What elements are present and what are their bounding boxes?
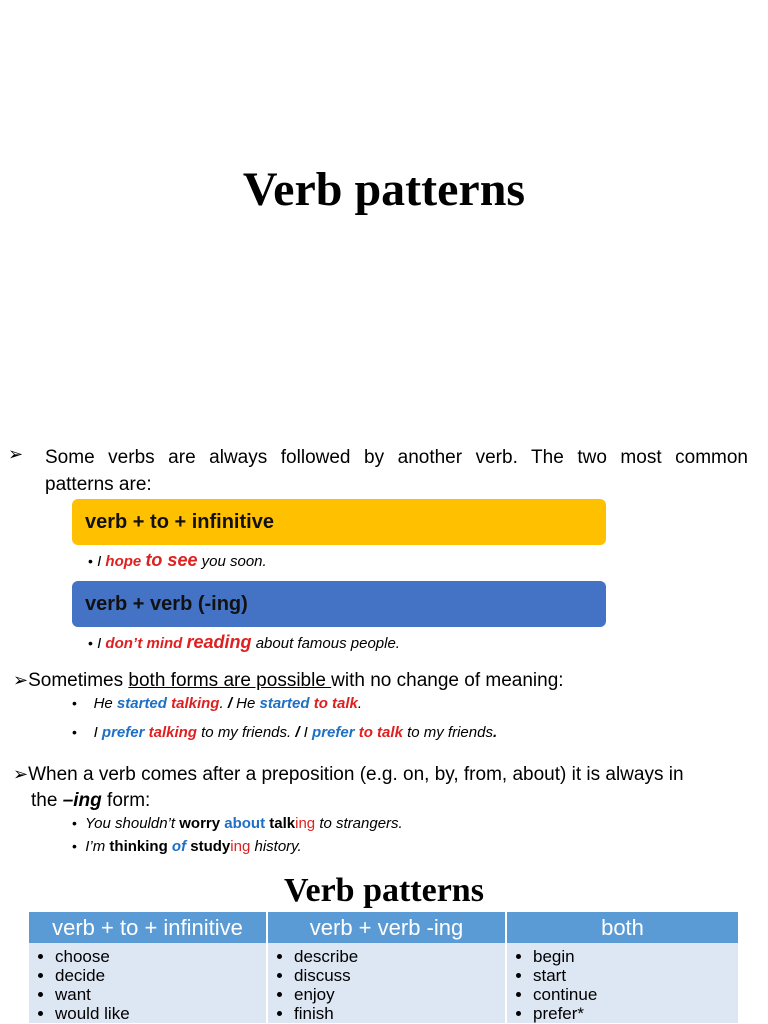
pattern-box-ing: verb + verb (-ing) <box>72 581 606 627</box>
table-header: verb + verb -ing <box>267 912 506 943</box>
list-item: • would like <box>55 1004 266 1023</box>
list-item: • finish <box>294 1004 505 1023</box>
bullet-icon: • <box>88 635 93 651</box>
bullet-icon: • <box>72 695 77 711</box>
preposition-line-2: the –ing form: <box>31 790 151 811</box>
list-item: • want <box>55 985 266 1004</box>
both-forms-line: ➢Sometimes both forms are possible with no change of meaning: <box>13 670 564 691</box>
preposition-line-1: ➢When a verb comes after a preposition (e.g. on, by, from, about) it is always in <box>13 764 684 785</box>
table-header: both <box>506 912 739 943</box>
bullet-icon: • <box>72 724 77 740</box>
table-title: Verb patterns <box>284 872 484 909</box>
table-row <box>29 943 739 1023</box>
bullet-icon: • <box>72 838 77 854</box>
list-item: • continue <box>533 985 738 1004</box>
list-item: • begin <box>533 947 738 966</box>
list-item: • prefer* <box>533 1004 738 1023</box>
bullet-icon: • <box>72 815 77 831</box>
list-item: • decide <box>55 966 266 985</box>
verb-pattern-table <box>29 912 740 1023</box>
list-item: • discuss <box>294 966 505 985</box>
intro-line-2: patterns are: <box>45 474 152 495</box>
preposition-example-1: • You shouldn’t worry about talking to strangers. <box>72 815 403 832</box>
preposition-example-2: • I’m thinking of studying history. <box>72 838 302 855</box>
example-ing: • I don’t mind reading about famous people. <box>88 632 400 652</box>
table-cell <box>506 943 739 1023</box>
intro-line-1: Some verbs are always followed by another verb. The two most common <box>45 447 748 468</box>
bullet-icon: • <box>88 553 93 569</box>
arrow-bullet-icon: ➢ <box>13 670 29 690</box>
table-header-row <box>29 912 739 943</box>
example-infinitive: • I hope to see you soon. <box>88 550 267 570</box>
page-title: Verb patterns <box>242 163 526 216</box>
both-example-2: • I prefer talking to my friends. / I prefer to talk to my friends. <box>72 724 498 741</box>
table-cell <box>267 943 506 1023</box>
arrow-bullet-icon: ➢ <box>13 764 29 784</box>
table-header: verb + to + infinitive <box>29 912 267 943</box>
both-example-1: • He started talking. / He started to talk. <box>72 695 363 712</box>
list-item: • choose <box>55 947 266 966</box>
pattern-box-infinitive: verb + to + infinitive <box>72 499 606 545</box>
list-item: • start <box>533 966 738 985</box>
list-item: • enjoy <box>294 985 505 1004</box>
arrow-bullet-icon: ➢ <box>8 444 24 464</box>
table-cell <box>29 943 267 1023</box>
list-item: • describe <box>294 947 505 966</box>
